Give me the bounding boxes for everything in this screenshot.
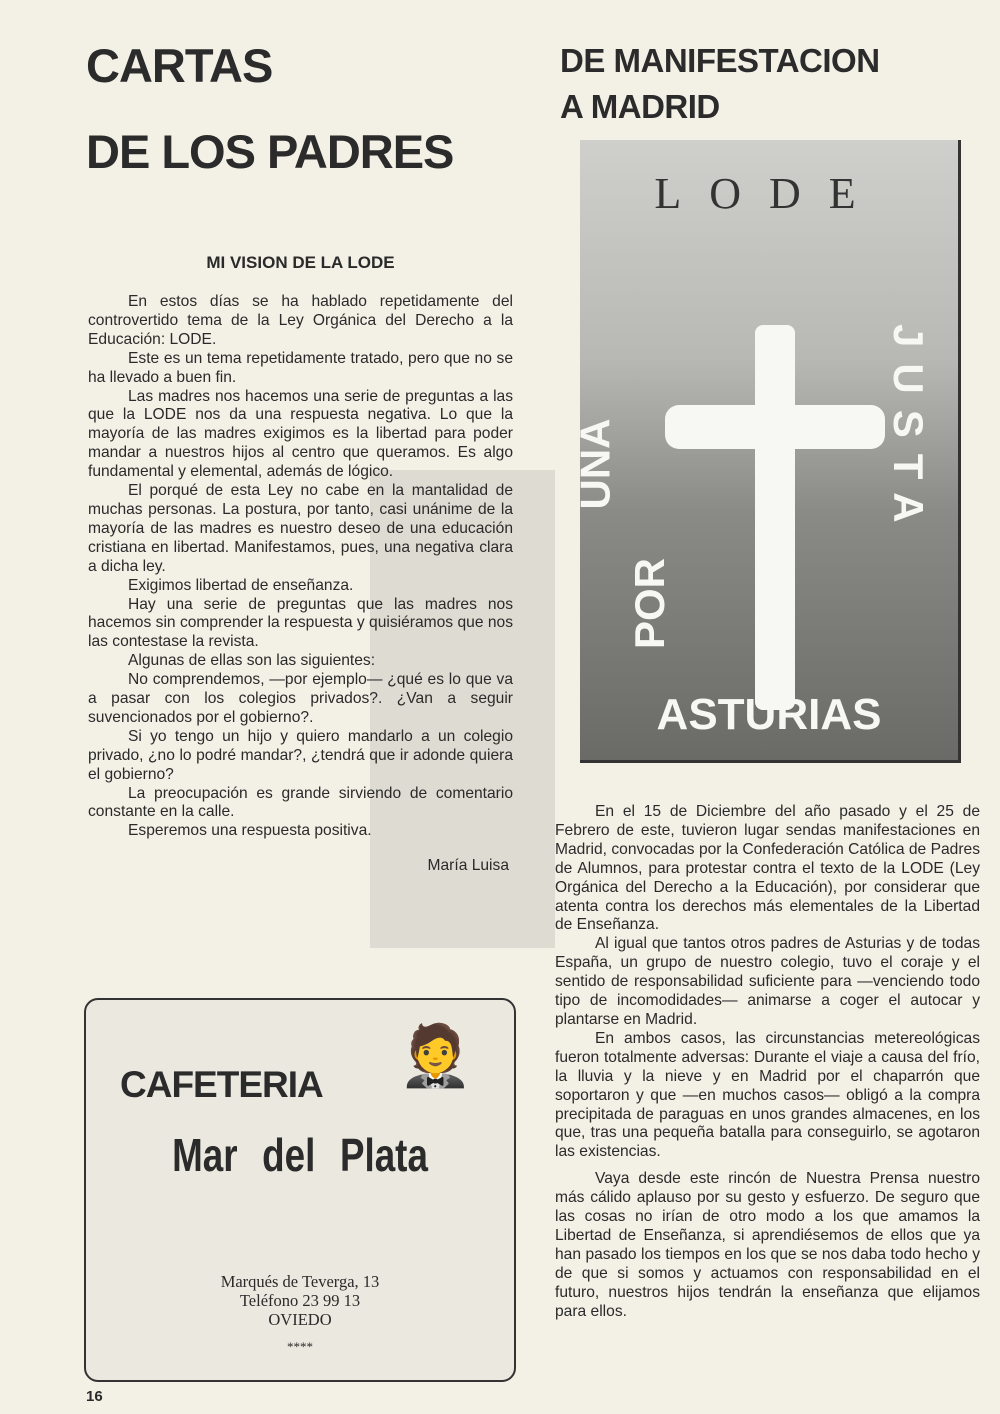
paragraph: En estos días se ha hablado repetidamente del controvertido tema de la Ley Orgánica del Derecho a la Educación: LODE. [88, 293, 513, 348]
victory-cross-icon [755, 325, 795, 710]
paragraph: La preocupación es grande sirviendo de comentario constante en la calle. [88, 784, 513, 821]
poster-lode-text: LODE [654, 169, 884, 218]
paragraph: Algunas de ellas son las siguientes: [128, 652, 376, 670]
ad-address: Marqués de Teverga, 13 [220, 1272, 380, 1291]
left-title-line1: CARTAS [86, 39, 273, 92]
paragraph: Este es un tema repetidamente tratado, pero que no se ha llevado a buen fin. [88, 349, 513, 386]
paragraph: Al igual que tantos otros padres de Asturias y de todas España, un grupo de nuestro colegio, tuvo el coraje y el sentido de responsabilidad suficiente para —venciendo todo tipo de incomodidades— animarse a coger el autocar y plantarse en Madrid. [555, 935, 980, 1028]
right-title-line1: DE MANIFESTACION [560, 42, 880, 79]
page-number: 16 [86, 1388, 103, 1405]
left-article-body [88, 293, 513, 876]
poster-una-text: UNA [571, 418, 619, 510]
paragraph: Hay una serie de preguntas que las madres nos hacemos sin comprender la respuesta y quisiéramos que nos las contestase la revista. [88, 595, 513, 651]
right-title-line2: A MADRID [560, 88, 720, 125]
left-subheading: MI VISION DE LA LODE [206, 253, 395, 272]
poster-justa-text: JUSTA [885, 324, 932, 539]
ad-business-name: Mar del Plata [172, 1129, 428, 1181]
poster-por-text: POR [626, 557, 673, 649]
paragraph: Si yo tengo un hijo y quiero mandarlo a un colegio privado, ¿no lo podré mandar?, ¿tendrá que ir adonde quiera el gobierno? [88, 727, 513, 783]
paragraph: El porqué de esta Ley no cabe en la mantalidad de muchas personas. La postura, por tanto, casi unánime de la mayoría de las madres es nuestro deseo de una educación cristiana en libertad. Manifestamos, pues, una negativa clara a dicha ley. [88, 482, 513, 575]
ad-city: OVIEDO [268, 1310, 332, 1329]
paragraph: Vaya desde este rincón de Nuestra Prensa nuestro más cálido aplauso por su gesto y esfuerzo. De seguro que las cosas no irían de otro modo a los que amamos la Libertad de Enseñanza, si aprendiésemos de ellos que ya han pasado los tiempos en los que se nos daba todo hecho y de que si somos y actuamos con responsabilidad en el futuro, nuestros hijos tendrán la enseñanza que elijamos para ellos. [555, 1170, 980, 1320]
signature: María Luisa [427, 857, 509, 875]
victory-cross-arm [665, 405, 885, 449]
waiter-icon: 🤵 [398, 1022, 473, 1089]
ad-stars: **** [287, 1339, 313, 1354]
cafeteria-advertisement [84, 998, 516, 1382]
left-title-line2: DE LOS PADRES [86, 125, 454, 178]
paragraph: En el 15 de Diciembre del año pasado y el 25 de Febrero de este, tuvieron lugar sendas manifestaciones en Madrid, convocadas por la Confederación Católica de Padres de Alumnos, para protestar contra el texto de la LODE (Ley Orgánica del Derecho a la Educación), por considerar que atenta contra los derechos más elementales de la Libertad de Enseñanza. [555, 803, 980, 934]
paragraph: No comprendemos, —por ejemplo— ¿qué es lo que va a pasar con los colegios privados?. ¿Van a seguir suvencionados por el gobierno?. [88, 671, 513, 726]
paragraph: En ambos casos, las circunstancias metereológicas fueron totalmente adversas: Durante el viaje a causa del frío, la lluvia y la nieve y en Madrid por el chaparrón que soportaron y que —en muchos casos— obligó a la compra precipitada de paraguas en unos grandes almacenes, en los que, tras una pequeña batalla para conseguirlo, se agotaron las existencias. [555, 1029, 980, 1161]
paragraph: Esperemos una respuesta positiva. [128, 822, 372, 840]
lode-protest-poster [571, 140, 961, 763]
poster-asturias-text: ASTURIAS [656, 690, 882, 739]
right-article-body [555, 803, 980, 1321]
ad-cafeteria-label: CAFETERIA [120, 1064, 323, 1105]
ad-phone: Teléfono 23 99 13 [239, 1291, 361, 1310]
paragraph: Las madres nos hacemos una serie de preguntas a las que la LODE nos da una respuesta negativa. Lo que la mayoría de las madres exigimos es la libertad para poder mandar a nuestros hijos al centro que queramos. Es algo fundamental y elemental, además de lógico. [88, 387, 513, 481]
paragraph: Exigimos libertad de enseñanza. [128, 576, 354, 594]
